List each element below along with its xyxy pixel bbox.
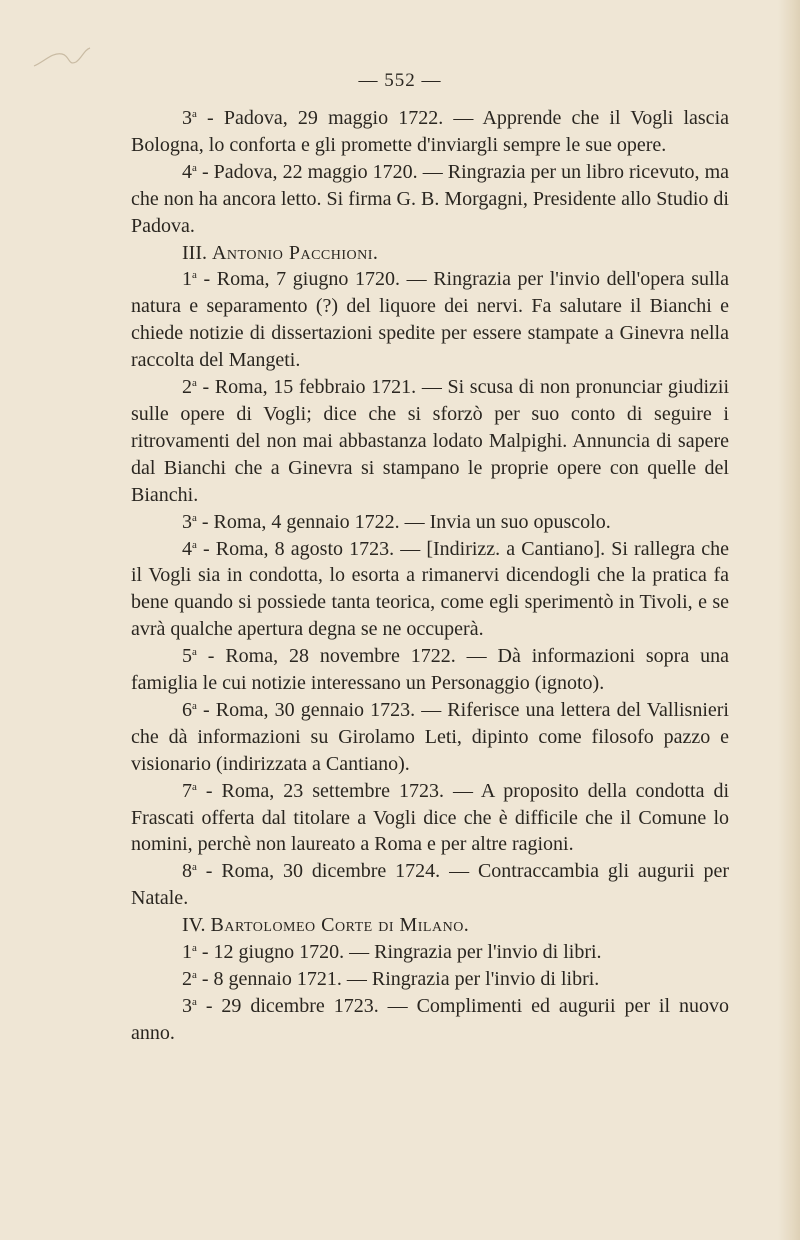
document-body — [131, 105, 729, 1047]
entry-number: 7 — [182, 779, 192, 802]
entry-ordinal-suffix: a — [192, 699, 197, 712]
entry-ordinal-suffix: a — [192, 269, 197, 282]
entry-paragraph — [131, 374, 729, 509]
entry-number: 4 — [182, 160, 192, 183]
entry-ordinal-suffix: a — [192, 780, 197, 793]
entry-text: - Roma, 28 novembre 1722. — Dà informazioni sopra una famiglia le cui notizie interessano un Personaggio (ignoto). — [131, 645, 729, 695]
entry-text: - 12 giugno 1720. — Ringrazia per l'invio di libri. — [196, 941, 602, 964]
entry-text: - 29 dicembre 1723. — Complimenti ed augurii per il nuovo anno. — [131, 994, 729, 1044]
entry-paragraph — [131, 778, 729, 859]
entry-ordinal-suffix: a — [192, 646, 197, 659]
entry-paragraph — [131, 266, 729, 374]
entry-text: - Roma, 30 gennaio 1723. — Riferisce una lettera del Vallisnieri che dà informazioni su Girolamo Leti, dipinto come filosofo pazzo e visionario (indirizzata a Cantiano). — [131, 698, 729, 775]
entry-paragraph — [131, 643, 729, 697]
entry-paragraph — [131, 966, 729, 993]
entry-paragraph — [131, 858, 729, 912]
section-numeral: III. — [182, 241, 207, 264]
entry-paragraph — [131, 939, 729, 966]
section-heading — [131, 240, 729, 267]
entry-paragraph — [131, 536, 729, 644]
entry-text: - Roma, 7 giugno 1720. — Ringrazia per l'invio dell'opera sulla natura e separamento (?) del liquore dei nervi. Fa salutare il Bianchi e chiede notizie di dissertazioni spedite per essere stampate a Ginevra nella raccolta del Mangeti. — [131, 268, 729, 372]
entry-number: 1 — [182, 941, 192, 964]
pencil-mark-icon — [32, 44, 92, 70]
entry-text: - Roma, 23 settembre 1723. — A proposito della condotta di Frascati offerta dal titolare a Vogli dice che è difficile che il Comune lo nomini, perchè non laureato a Roma e per altre ragioni. — [131, 779, 729, 856]
entry-text: - 8 gennaio 1721. — Ringrazia per l'invio di libri. — [196, 968, 600, 990]
entry-ordinal-suffix: a — [192, 995, 197, 1008]
entry-paragraph — [131, 509, 729, 536]
page-number: — 552 — — [358, 70, 442, 91]
entry-number: 5 — [182, 645, 192, 668]
entry-text: - Roma, 15 febbraio 1721. — Si scusa di non pronunciar giudizii sulle opere di Vogli; dice che si sforzò per suo conto di seguire i ritrovamenti del non mai abbastanza lodato Malpighi. Annuncia di sapere dal Bianchi che a Ginevra si stampano le proprie opere con quelle del Bianchi. — [131, 376, 729, 506]
entry-ordinal-suffix: a — [192, 538, 197, 551]
entry-number: 3 — [182, 107, 192, 129]
entry-number: 8 — [182, 860, 192, 883]
entry-number: 2 — [182, 376, 192, 399]
entry-text: - Roma, 30 dicembre 1724. — Contraccambia gli augurii per Natale. — [131, 860, 729, 910]
entry-text: - Padova, 22 maggio 1720. — Ringrazia per un libro ricevuto, ma che non ha ancora letto. Si firma G. B. Morgagni, Presidente allo Studio di Padova. — [131, 160, 729, 237]
entry-number: 2 — [182, 968, 192, 990]
entry-number: 3 — [182, 510, 192, 533]
entry-text: - Roma, 8 agosto 1723. — [Indirizz. a Cantiano]. Si rallegra che il Vogli sia in condotta, lo esorta a rimanervi dicendogli che la pratica fa bene quando si possiede tanta teorica, come egli sperimentò in Tivoli, e se avrà qualche apertura degna se ne occuperà. — [131, 537, 729, 641]
entry-number: 6 — [182, 698, 192, 721]
entry-ordinal-suffix: a — [192, 969, 197, 981]
entry-text: - Roma, 4 gennaio 1722. — Invia un suo opuscolo. — [196, 510, 611, 533]
page-edge-shadow — [778, 0, 800, 1240]
entry-paragraph — [131, 993, 729, 1047]
section-heading — [131, 912, 729, 939]
entry-number: 4 — [182, 537, 192, 560]
entry-paragraph — [131, 697, 729, 778]
section-name: Antonio Pacchioni. — [211, 241, 379, 264]
entry-ordinal-suffix: a — [192, 861, 197, 874]
entry-ordinal-suffix: a — [192, 161, 197, 174]
entry-paragraph — [131, 105, 729, 159]
entry-number: 1 — [182, 268, 192, 291]
entry-number: 3 — [182, 994, 192, 1017]
entry-ordinal-suffix: a — [192, 511, 197, 524]
section-name: Bartolomeo Corte di Milano. — [210, 914, 470, 937]
section-numeral: IV. — [182, 914, 206, 937]
entry-text: - Padova, 29 maggio 1722. — Apprende che il Vogli lascia Bologna, lo conforta e gli promette d'inviargli sempre le sue opere. — [131, 107, 729, 156]
entry-ordinal-suffix: a — [192, 108, 197, 120]
entry-paragraph — [131, 159, 729, 240]
entry-ordinal-suffix: a — [192, 942, 197, 955]
entry-ordinal-suffix: a — [192, 377, 197, 390]
